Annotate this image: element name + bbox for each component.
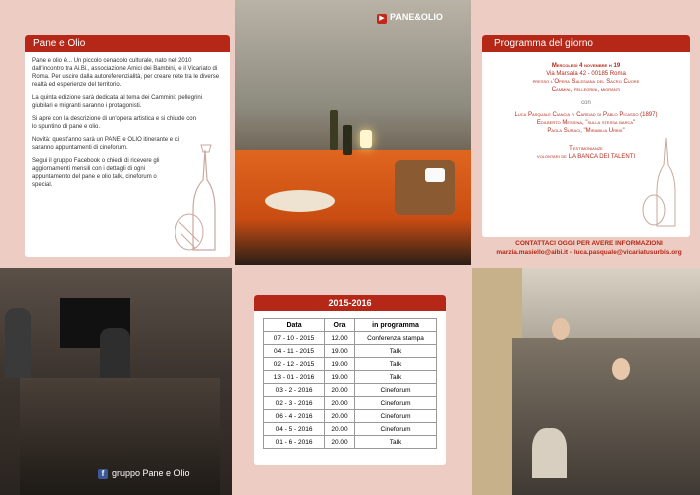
bottle-bread-drawing xyxy=(175,140,230,255)
row-time: 20.00 xyxy=(325,436,355,449)
row-program: Cineforum xyxy=(355,423,437,436)
speaker-3: Paola Suraci, "Mirabilia Urbis" xyxy=(547,128,625,134)
col-date: Data xyxy=(264,319,325,332)
row-time: 20.00 xyxy=(325,410,355,423)
contact-title: CONTATTACI OGGI PER AVERE INFORMAZIONI xyxy=(515,240,663,247)
row-date: 04 - 5 - 2016 xyxy=(264,423,325,436)
contact-box xyxy=(478,240,700,256)
face xyxy=(552,318,570,340)
face-2 xyxy=(612,358,630,380)
table-row xyxy=(264,332,437,345)
speaker-figure-2 xyxy=(100,328,130,378)
pane-olio-brand: PANE&OLIO xyxy=(390,12,443,22)
row-date: 07 - 10 - 2015 xyxy=(264,332,325,345)
intro-paragraph: Pane e olio è... Un piccolo cenacolo culturale, nato nel 2010 dall'incontro tra Ai.Bi., associazione Amici dei Bambini, e il Vicariato di Roma. Per uscire dalla autoreferenzialità, per creare rete tra le diverse realtà ed esperienze del territorio. xyxy=(32,58,220,88)
row-program: Talk xyxy=(355,358,437,371)
white-shirt xyxy=(532,428,567,478)
youtube-icon[interactable]: ▶ xyxy=(377,14,387,24)
format-paragraph: Si apre con la descrizione di un'opera artistica e si chiude con lo spuntino di pane e olio. xyxy=(32,116,196,130)
schedule-table xyxy=(263,318,437,449)
testimony-text: volontari de LA BANCA DEI TALENTI xyxy=(536,154,636,160)
news-paragraph: Novità: quest'anno sarà un PANE e OLIO itinerante e ci saranno appuntamenti di cineforum. xyxy=(32,137,180,151)
event-date: Mercoledì 4 novembre h 19 xyxy=(551,63,621,69)
row-date: 03 - 2 - 2016 xyxy=(264,384,325,397)
event-venue: presso l'Opera Salesiana del Sacro Cuore xyxy=(532,79,640,85)
with-label: con xyxy=(581,100,591,106)
row-program: Talk xyxy=(355,436,437,449)
event-theme: Cammini, pellegrini, migranti xyxy=(551,87,621,93)
table-row xyxy=(264,358,437,371)
facebook-icon[interactable]: f xyxy=(98,469,108,479)
row-program: Cineforum xyxy=(355,384,437,397)
row-time: 20.00 xyxy=(325,423,355,436)
oil-bottle-2 xyxy=(343,125,352,155)
row-program: Talk xyxy=(355,371,437,384)
event-address: Via Marsala 42 - 00185 Roma xyxy=(546,71,626,77)
edition-paragraph: La quinta edizione sarà dedicata al tema dei Cammini: pellegrini giubilari e migranti saranno i protagonisti. xyxy=(32,95,203,109)
row-time: 20.00 xyxy=(325,384,355,397)
pane-e-olio-card xyxy=(25,35,230,257)
schedule-title: 2015-2016 xyxy=(254,295,446,311)
col-time: Ora xyxy=(325,319,355,332)
bottle-bread-drawing-2 xyxy=(642,130,687,230)
row-time: 12.00 xyxy=(325,332,355,345)
row-time: 19.00 xyxy=(325,345,355,358)
row-date: 04 - 11 - 2015 xyxy=(264,345,325,358)
table-row xyxy=(264,410,437,423)
speaker-1: Luca Pasquale Ciancia y Caridad di Pablo Picasso (1897) xyxy=(514,112,658,118)
row-date: 06 - 4 - 2016 xyxy=(264,410,325,423)
table-row xyxy=(264,345,437,358)
speaker-2: Edilberto Messina, "sulla stessa barca" xyxy=(536,120,636,126)
row-time: 20.00 xyxy=(325,397,355,410)
table-row xyxy=(264,423,437,436)
schedule-card xyxy=(254,295,446,465)
row-date: 13 - 01 - 2016 xyxy=(264,371,325,384)
row-date: 02 - 3 - 2016 xyxy=(264,397,325,410)
row-program: Talk xyxy=(355,345,437,358)
row-time: 19.00 xyxy=(325,371,355,384)
table-photo xyxy=(235,0,471,265)
speaker-figure xyxy=(5,308,31,378)
table-row xyxy=(264,371,437,384)
table-row xyxy=(264,436,437,449)
facebook-label[interactable]: gruppo Pane e Olio xyxy=(112,468,190,478)
row-date: 01 - 6 - 2016 xyxy=(264,436,325,449)
follow-paragraph: Segui il gruppo Facebook o chiedi di ricevere gli aggiornamenti mensili con i dettagli di ogni appuntamento del pane e olio talk, cineforum o special. xyxy=(32,158,160,188)
bread-dish xyxy=(265,190,335,212)
row-program: Cineforum xyxy=(355,410,437,423)
salt-bowl xyxy=(425,168,445,182)
candle xyxy=(360,130,372,148)
contact-emails[interactable]: marzia.masiello@aibi.it - luca.pasquale@vicariatusurbis.org xyxy=(496,249,682,256)
talk-photo xyxy=(0,268,232,495)
program-title: Programma del giorno xyxy=(482,35,690,52)
table-row xyxy=(264,384,437,397)
testimony-label: Testimonianze xyxy=(569,146,603,152)
col-program: in programma xyxy=(355,319,437,332)
program-card xyxy=(482,35,690,237)
row-time: 19.00 xyxy=(325,358,355,371)
audience-photo xyxy=(472,268,700,495)
row-program: Cineforum xyxy=(355,397,437,410)
pane-e-olio-title: Pane e Olio xyxy=(25,35,230,52)
row-date: 02 - 12 - 2015 xyxy=(264,358,325,371)
oil-bottle xyxy=(330,110,338,150)
row-program: Conferenza stampa xyxy=(355,332,437,345)
table-row xyxy=(264,397,437,410)
